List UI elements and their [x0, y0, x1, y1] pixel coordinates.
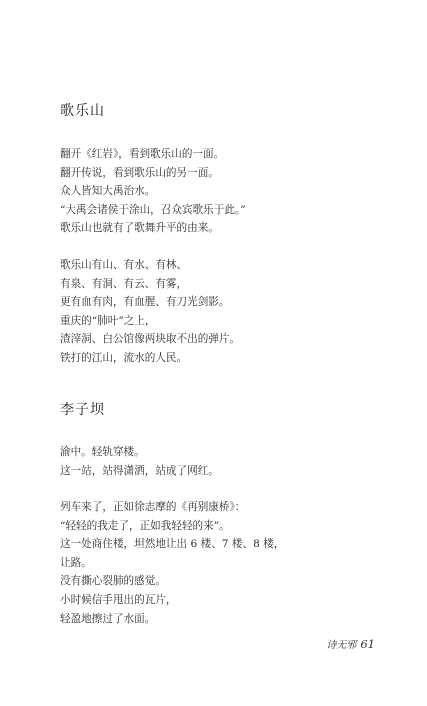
- poem-line: 这一站，站得潇洒，站成了网红。: [60, 464, 219, 477]
- poem-title: 歌乐山: [60, 103, 105, 119]
- poem-line: 让路。: [60, 556, 92, 569]
- poem-line: 歌乐山有山、有水、有林、: [60, 259, 188, 271]
- book-title: 诗无邪: [326, 640, 357, 651]
- poem-line: 小时候信手甩出的瓦片，: [60, 593, 177, 606]
- poem-title: 李子坝: [60, 402, 105, 418]
- poem-line: “轻轻的我走了，正如我轻轻的来”。: [60, 519, 230, 532]
- poem-line: 这一处商住楼，坦然地让出 6 楼、7 楼、8 楼，: [60, 538, 285, 551]
- poem-line: 翻开传说，看到歌乐山的另一面。: [60, 166, 219, 179]
- poem-line: 渝中。轻轨穿楼。: [60, 446, 145, 458]
- poem-line: 歌乐山也就有了歌舞升平的由来。: [60, 222, 219, 235]
- poem-stanza: [60, 256, 240, 368]
- page-footer: [326, 636, 375, 651]
- poem-line: 轻盈地擦过了水面。: [60, 612, 156, 625]
- poem-line: 众人皆知大禹治水。: [60, 185, 156, 198]
- poem-line: “大禹会诸侯于涂山，召众宾歌乐于此。”: [60, 203, 246, 216]
- poem-stanza: [60, 443, 219, 480]
- poem-stanza: [60, 145, 246, 238]
- poem-line: 没有撕心裂肺的感觉。: [60, 575, 166, 588]
- page-number: 61: [360, 637, 375, 651]
- poem-line: 铁打的江山，流水的人民。: [60, 351, 188, 364]
- poem-line: 渣滓洞、白公馆像两块取不出的弹片。: [60, 333, 241, 346]
- poem-line: 有泉、有洞、有云、有雾，: [60, 277, 188, 290]
- poem-line: 更有血有肉，有血腥、有刀光剑影。: [60, 296, 230, 309]
- poem-line: 翻开《红岩》，看到歌乐山的一面。: [60, 148, 225, 160]
- poem-line: 重庆的“肺叶”之上，: [60, 314, 156, 327]
- poem-line: 列车来了，正如徐志摩的《再别康桥》：: [60, 501, 246, 513]
- poem-stanza: [60, 498, 284, 628]
